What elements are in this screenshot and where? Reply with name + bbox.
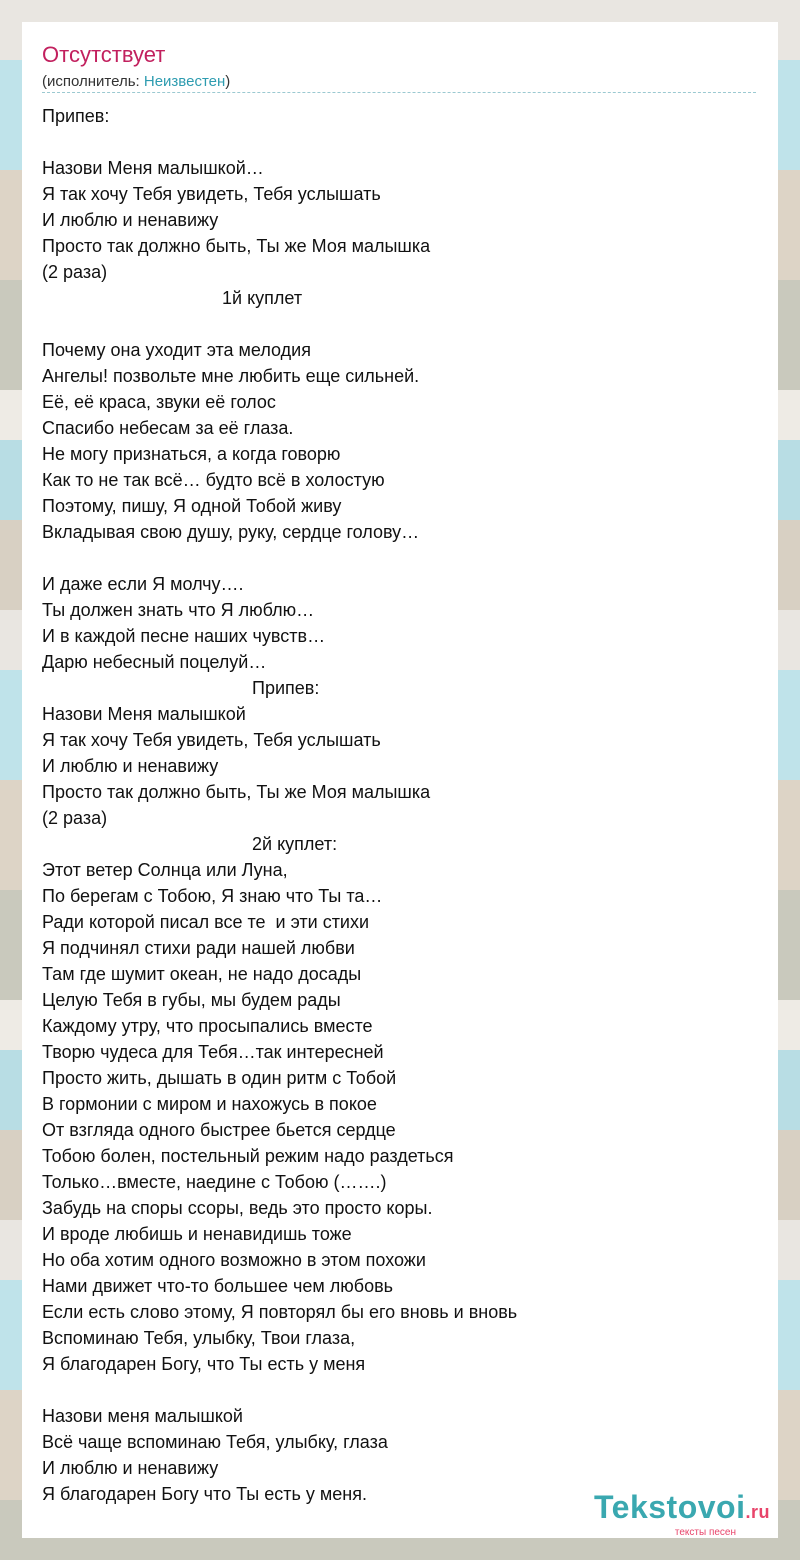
lyric-line: В гормонии с миром и нахожусь в покое xyxy=(42,1094,377,1114)
lyric-line: По берегам с Тобою, Я знаю что Ты та… xyxy=(42,886,383,906)
lyric-line: Просто так должно быть, Ты же Моя малышка xyxy=(42,782,431,802)
lyric-line: Я так хочу Тебя увидеть, Тебя услышать xyxy=(42,730,381,750)
lyric-line: Ты должен знать что Я люблю… xyxy=(42,600,315,620)
lyrics-card xyxy=(22,22,778,1538)
lyric-line: Назови Меня малышкой xyxy=(42,704,246,724)
lyric-line: И даже если Я молчу…. xyxy=(42,574,244,594)
lyric-line: Припев: xyxy=(42,678,320,698)
lyric-line: (2 раза) xyxy=(42,262,108,282)
lyric-line: Только…вместе, наедине с Тобою (…….) xyxy=(42,1172,387,1192)
lyric-line: Но оба хотим одного возможно в этом похожи xyxy=(42,1250,426,1270)
lyric-line: Как то не так всё… будто всё в холостую xyxy=(42,470,385,490)
lyric-line: Целую Тебя в губы, мы будем рады xyxy=(42,990,341,1010)
lyric-line: Почему она уходит эта мелодия xyxy=(42,340,311,360)
lyric-line: Забудь на споры ссоры, ведь это просто коры. xyxy=(42,1198,433,1218)
lyric-line: Вкладывая свою душу, руку, сердце голову… xyxy=(42,522,420,542)
lyric-line xyxy=(42,1377,756,1403)
lyric-line xyxy=(42,129,756,155)
logo-name: Tekstovoi xyxy=(593,1489,746,1525)
lyric-line: Каждому утру, что просыпались вместе xyxy=(42,1016,373,1036)
lyric-line: И люблю и ненавижу xyxy=(42,210,219,230)
artist-prefix: (исполнитель: xyxy=(42,73,144,90)
lyric-line: Ради которой писал все те и эти стихи xyxy=(42,912,370,932)
lyric-line: Нами движет что-то большее чем любовь xyxy=(42,1276,394,1296)
logo-domain: .ru xyxy=(745,1502,770,1522)
lyric-line: От взгляда одного быстрее бьется сердце xyxy=(42,1120,396,1140)
lyric-line: И вроде любишь и ненавидишь тоже xyxy=(42,1224,352,1244)
lyric-line: Ангелы! позвольте мне любить еще сильней. xyxy=(42,366,420,386)
lyric-line: Я благодарен Богу что Ты есть у меня. xyxy=(42,1484,367,1504)
lyric-line: Творю чудеса для Тебя…так интересней xyxy=(42,1042,384,1062)
lyrics-text xyxy=(42,103,756,1507)
lyric-line xyxy=(42,545,756,571)
lyric-line xyxy=(42,311,756,337)
lyric-line: Вспоминаю Тебя, улыбку, Твои глаза, xyxy=(42,1328,356,1348)
lyric-line: Я благодарен Богу, что Ты есть у меня xyxy=(42,1354,366,1374)
lyric-line: 2й куплет: xyxy=(42,834,338,854)
song-title: Отсутствует xyxy=(42,42,166,67)
lyric-line: Тобою болен, постельный режим надо раздеться xyxy=(42,1146,454,1166)
lyric-line: И люблю и ненавижу xyxy=(42,1458,219,1478)
lyric-line: Дарю небесный поцелуй… xyxy=(42,652,267,672)
logo-tagline: тексты песен xyxy=(674,1527,736,1538)
lyric-line: И в каждой песне наших чувств… xyxy=(42,626,326,646)
lyric-line: Просто жить, дышать в один ритм с Тобой xyxy=(42,1068,397,1088)
artist-suffix: ) xyxy=(225,73,231,90)
lyric-line: 1й куплет xyxy=(42,288,303,308)
header-divider xyxy=(42,92,756,93)
lyric-line: Я так хочу Тебя увидеть, Тебя услышать xyxy=(42,184,381,204)
lyric-line: Этот ветер Солнца или Луна, xyxy=(42,860,288,880)
lyric-line: Поэтому, пишу, Я одной Тобой живу xyxy=(42,496,342,516)
lyric-line: Просто так должно быть, Ты же Моя малышка xyxy=(42,236,431,256)
site-logo[interactable] xyxy=(594,1490,770,1538)
lyric-line: Если есть слово этому, Я повторял бы его вновь и вновь xyxy=(42,1302,518,1322)
lyric-line: Не могу признаться, а когда говорю xyxy=(42,444,341,464)
artist-line xyxy=(42,73,230,90)
lyric-line: Я подчинял стихи ради нашей любви xyxy=(42,938,355,958)
lyric-line: (2 раза) xyxy=(42,808,108,828)
lyric-line: Спасибо небесам за её глаза. xyxy=(42,418,294,438)
artist-link[interactable]: Неизвестен xyxy=(143,73,226,90)
lyric-line: Там где шумит океан, не надо досады xyxy=(42,964,362,984)
lyric-line: И люблю и ненавижу xyxy=(42,756,219,776)
lyric-line: Припев: xyxy=(42,106,110,126)
lyric-line: Её, её краса, звуки её голос xyxy=(42,392,276,412)
lyric-line: Назови меня малышкой xyxy=(42,1406,243,1426)
lyric-line: Назови Меня малышкой… xyxy=(42,158,264,178)
lyric-line: Всё чаще вспоминаю Тебя, улыбку, глаза xyxy=(42,1432,388,1452)
